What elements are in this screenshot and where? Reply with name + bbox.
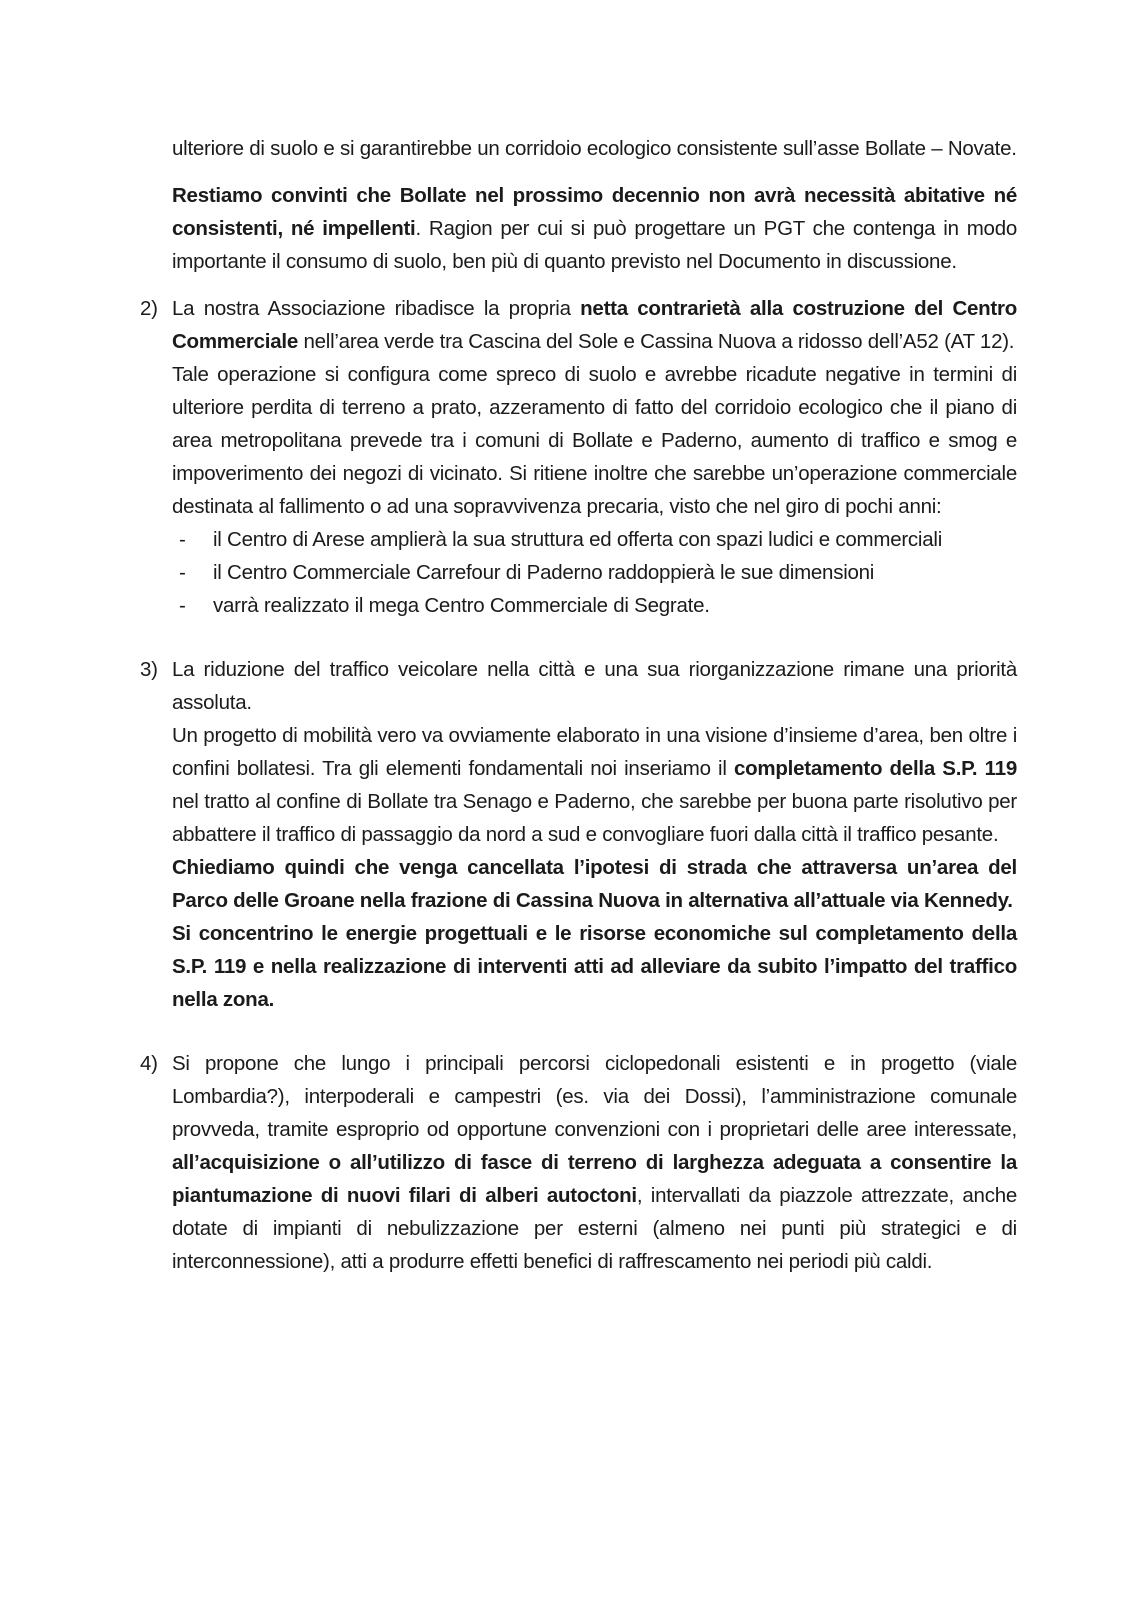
numbered-item-4 bbox=[140, 1047, 1017, 1278]
item-3-body bbox=[172, 653, 1017, 1016]
bullet-marker: - bbox=[179, 594, 186, 617]
paragraph-tale-operazione: Tale operazione si configura come spreco di suolo e avrebbe ricadute negative in termini di ulteriore perdita di terreno a prato, azzeramento di fatto del corridoio ecologico che il piano di area metropolitana prevede tra i comuni di Bollate e Paderno, aumento di traffico e smog e impoverimento dei negozi di vicinato. Si ritiene inoltre che sarebbe un’operazione commerciale destinata al fallimento o ad una sopravvivenza precaria, visto che nel giro di pochi anni: bbox=[172, 363, 1017, 518]
paragraph-restiamo-convinti: Restiamo convinti che Bollate nel prossimo decennio non avrà necessità abitative né consistenti, né impellenti. Ragion per cui si può progettare un PGT che contenga in modo importante il consumo di suolo, ben più di quanto previsto nel Documento in discussione. bbox=[172, 184, 1017, 273]
bullet-marker: - bbox=[179, 528, 186, 551]
paragraph-percorsi-ciclopedonali: Si propone che lungo i principali percorsi ciclopedonali esistenti e in progetto (viale Lombardia?), interpoderali e campestri (es. via dei Dossi), l’amministrazione comunale provveda, tramite esproprio od opportune convenzioni con i proprietari delle aree interessate, all’acquisizione o all’utilizzo di fasce di terreno di larghezza adeguata a consentire la piantumazione di nuovi filari di alberi autoctoni, intervallati da piazzole attrezzate, anche dotate di impianti di nebulizzazione per esterni (almeno nei punti più strategici e di interconnessione), atti a produrre effetti benefici di raffrescamento nei periodi più caldi. bbox=[172, 1052, 1018, 1273]
bullet-text-segrate: varrà realizzato il mega Centro Commerciale di Segrate. bbox=[213, 594, 710, 617]
item-2-body bbox=[172, 292, 1017, 622]
paragraph-progetto-mobilita: Un progetto di mobilità vero va ovviamente elaborato in una visione d’insieme d’area, ben oltre i confini bollatesi. Tra gli elementi fondamentali noi inseriamo il completamento della S.P. 119 nel tratto al confine di Bollate tra Senago e Paderno, che sarebbe per buona parte risolutivo per abbattere il traffico di passaggio da nord a sud e convogliare fuori dalla città il traffico pesante. bbox=[172, 724, 1018, 846]
bullet-item-carrefour bbox=[172, 556, 1017, 589]
bullet-item-segrate bbox=[172, 589, 1017, 622]
bullet-text-carrefour: il Centro Commerciale Carrefour di Paderno raddoppierà le sue dimensioni bbox=[213, 561, 875, 584]
bullet-item-arese bbox=[172, 523, 1017, 556]
list-number-3: 3) bbox=[140, 658, 158, 681]
bullet-marker: - bbox=[179, 561, 186, 584]
list-number-4: 4) bbox=[140, 1052, 158, 1075]
item-4-body bbox=[172, 1047, 1017, 1278]
list-number-2: 2) bbox=[140, 297, 158, 320]
paragraph-chiediamo-cancellazione: Chiediamo quindi che venga cancellata l’ipotesi di strada che attraversa un’area del Parco delle Groane nella frazione di Cassina Nuova in alternativa all’attuale via Kennedy. bbox=[172, 856, 1017, 912]
paragraph-si-concentrino: Si concentrino le energie progettuali e le risorse economiche sul completamento della S.P. 119 e nella realizzazione di interventi atti ad alleviare da subito l’impatto del traffico nella zona. bbox=[172, 922, 1017, 1011]
bullet-text-arese: il Centro di Arese amplierà la sua struttura ed offerta con spazi ludici e commerciali bbox=[213, 528, 942, 551]
paragraph-contrarieta-centro-commerciale: La nostra Associazione ribadisce la propria netta contrarietà alla costruzione del Centro Commerciale nell’area verde tra Cascina del Sole e Cassina Nuova a ridosso dell’A52 (AT 12). bbox=[172, 297, 1017, 353]
paragraph-continuation: ulteriore di suolo e si garantirebbe un corridoio ecologico consistente sull’asse Bollate – Novate. bbox=[172, 137, 1017, 160]
numbered-item-2 bbox=[140, 292, 1017, 622]
paragraph-riduzione-traffico: La riduzione del traffico veicolare nella città e una sua riorganizzazione rimane una priorità assoluta. bbox=[172, 658, 1017, 714]
numbered-item-3 bbox=[140, 653, 1017, 1016]
